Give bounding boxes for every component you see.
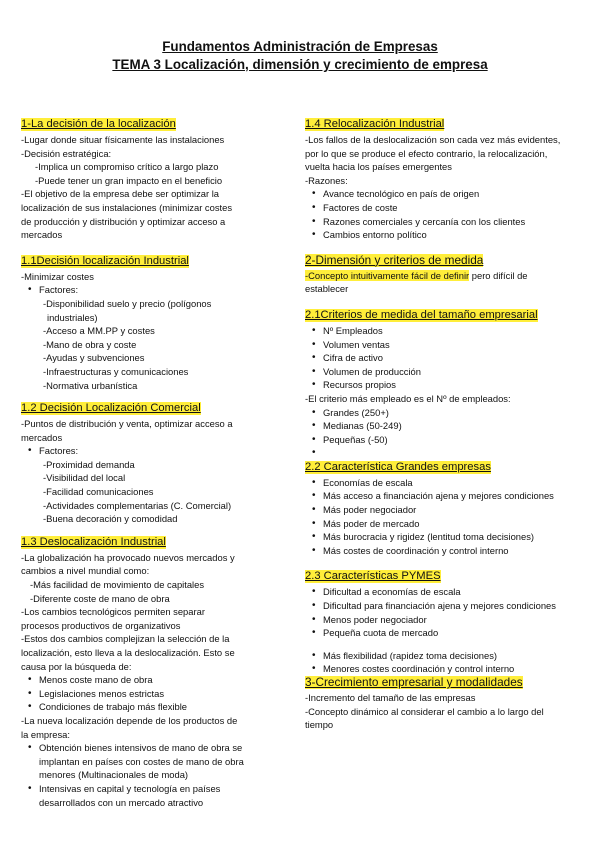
document-subtitle: TEMA 3 Localización, dimensión y crecimiento de empresa bbox=[112, 57, 488, 72]
list-item: • Razones comerciales y cercanía con los clientes bbox=[323, 215, 581, 229]
text-line: -Normativa urbanística bbox=[43, 379, 138, 391]
text-line: -La nueva localización depende de los productos de bbox=[21, 714, 238, 726]
text-line: -Implica un compromiso crítico a largo plazo bbox=[35, 161, 219, 173]
text-line: -El criterio más empleado es el Nº de empleados: bbox=[305, 392, 511, 404]
text-line: • Intensivas en capital y tecnología en países bbox=[39, 782, 221, 794]
content-columns bbox=[21, 117, 581, 809]
list-item: • Volumen de producción bbox=[323, 365, 581, 379]
bullet-list bbox=[305, 324, 581, 392]
list-item: • Volumen ventas bbox=[323, 338, 581, 352]
text-line: localización de sus instalaciones (minimizar costes bbox=[21, 201, 233, 213]
list-item: • Grandes (250+) bbox=[323, 406, 581, 420]
list-item: • Dificultad a economías de escala bbox=[323, 585, 581, 599]
section-title: 2-Dimensión y criterios de medida bbox=[305, 252, 484, 267]
list-item: • Más poder negociador bbox=[323, 503, 581, 517]
text-line bbox=[305, 269, 581, 283]
factores-list bbox=[21, 444, 277, 458]
section-1-4-relocalizacion bbox=[305, 117, 581, 242]
text-line: -Acceso a MM.PP y costes bbox=[43, 325, 155, 337]
list-item: • Más costes de coordinación y control interno bbox=[323, 544, 581, 558]
text-line: la empresa: bbox=[21, 728, 70, 740]
list-item: • Dificultad para financiación ajena y mejores condiciones bbox=[323, 599, 581, 613]
text-line: desarrollados con un mercado atractivo bbox=[39, 796, 204, 808]
text-line: -Infraestructuras y comunicaciones bbox=[43, 365, 189, 377]
text-line: mercados bbox=[21, 229, 63, 241]
list-item: • Factores: bbox=[39, 444, 277, 458]
highlighted-text: -Concepto intuitivamente fácil de definir bbox=[305, 269, 470, 281]
text-line: mercados bbox=[21, 431, 63, 443]
section-title: 1.1Decisión localización Industrial bbox=[21, 254, 189, 267]
section-3-crecimiento bbox=[305, 676, 581, 732]
list-item: • Cifra de activo bbox=[323, 351, 581, 365]
text-line: -Ayudas y subvenciones bbox=[43, 352, 145, 364]
list-item: • Medianas (50-249) bbox=[323, 419, 581, 433]
text-line: procesos productivos de organizativos bbox=[21, 619, 181, 631]
section-title: 1.3 Deslocalización Industrial bbox=[21, 535, 166, 548]
list-item: • Economías de escala bbox=[323, 476, 581, 490]
section-1-localizacion bbox=[21, 117, 277, 242]
list-item: • Más poder de mercado bbox=[323, 517, 581, 531]
text-line: implantan en países con costes de mano de obra bbox=[39, 755, 244, 767]
bullet-list bbox=[305, 406, 581, 460]
list-item-empty bbox=[323, 446, 581, 460]
text-line: -Estos dos cambios complejizan la selección de la bbox=[21, 633, 230, 645]
bullet-list bbox=[305, 476, 581, 558]
text-line: vuelta hacia los países emergentes bbox=[305, 161, 452, 173]
text-line: de producción y distribución y optimizar acceso a bbox=[21, 215, 226, 227]
text-line: -Visibilidad del local bbox=[43, 472, 126, 484]
text-line: -Los fallos de la deslocalización son cada vez más evidentes, bbox=[305, 134, 561, 145]
section-title: 1.2 Decisión Localización Comercial bbox=[21, 402, 201, 415]
list-item: • Pequeña cuota de mercado bbox=[323, 626, 581, 640]
list-item bbox=[39, 782, 277, 809]
section-title: 2.1Criterios de medida del tamaño empresarial bbox=[305, 308, 538, 321]
text-line: -La globalización ha provocado nuevos mercados y bbox=[21, 551, 235, 563]
text-line: -Puede tener un gran impacto en el beneficio bbox=[35, 174, 223, 186]
text-line: localización, esto lleva a la deslocalización. Esto se bbox=[21, 647, 235, 658]
list-item: • Menos coste mano de obra bbox=[39, 673, 277, 687]
list-item: • Más flexibilidad (rapidez toma decisiones) bbox=[323, 649, 581, 663]
text-line: cambios a nivel mundial como: bbox=[21, 565, 150, 577]
section-title: 3-Crecimiento empresarial y modalidades bbox=[305, 675, 523, 689]
text-line: establecer bbox=[305, 283, 349, 295]
section-2-3-pymes bbox=[305, 569, 581, 676]
text-line: -Más facilidad de movimiento de capitales bbox=[30, 579, 205, 591]
right-column bbox=[305, 117, 581, 809]
section-2-dimension bbox=[305, 254, 581, 296]
section-1-1-industrial bbox=[21, 254, 277, 392]
list-item: • Cambios entorno político bbox=[323, 228, 581, 242]
bullet-list bbox=[305, 585, 581, 639]
text-line: -Puntos de distribución y venta, optimizar acceso a bbox=[21, 418, 233, 430]
list-item: • Menores costes coordinación y control interno bbox=[323, 662, 581, 676]
text-line: causa por la búsqueda de: bbox=[21, 660, 132, 672]
bullet-list bbox=[305, 187, 581, 241]
text-line: -Mano de obra y coste bbox=[43, 338, 137, 350]
text-line: -Minimizar costes bbox=[21, 270, 94, 282]
list-item: • Legislaciones menos estrictas bbox=[39, 687, 277, 701]
list-item: • Más acceso a financiación ajena y mejores condiciones bbox=[323, 489, 581, 503]
text-line: -El objetivo de la empresa debe ser optimizar la bbox=[21, 188, 220, 200]
text-line: -Incremento del tamaño de las empresas bbox=[305, 692, 476, 703]
bullet-list bbox=[21, 673, 277, 714]
text-line: tiempo bbox=[305, 719, 334, 731]
document-header bbox=[0, 0, 600, 74]
text-line: -Proximidad demanda bbox=[43, 458, 135, 470]
section-title: 2.3 Características PYMES bbox=[305, 570, 441, 583]
list-item: • Nº Empleados bbox=[323, 324, 581, 338]
list-item bbox=[39, 741, 277, 782]
text-line: • Obtención bienes intensivos de mano de obra se bbox=[39, 742, 243, 754]
list-item: • Avance tecnológico en país de origen bbox=[323, 187, 581, 201]
bullet-list bbox=[21, 741, 277, 809]
factores-list bbox=[21, 283, 277, 297]
list-item: • Factores de coste bbox=[323, 201, 581, 215]
section-title: 1.4 Relocalización Industrial bbox=[305, 118, 445, 130]
text-line: -Buena decoración y comodidad bbox=[43, 513, 178, 525]
text-line: por lo que se produce el efecto contrario, la relocalización, bbox=[305, 147, 548, 159]
list-item: • Pequeñas (-50) bbox=[323, 433, 581, 447]
section-title: 1-La decisión de la localización bbox=[21, 118, 176, 130]
section-title: 2.2 Característica Grandes empresas bbox=[305, 460, 491, 473]
text-line: industriales) bbox=[47, 311, 98, 323]
text-line: -Razones: bbox=[305, 174, 348, 186]
list-item: • Condiciones de trabajo más flexible bbox=[39, 700, 277, 714]
list-item: • Más burocracia y rigidez (lentitud toma decisiones) bbox=[323, 530, 581, 544]
left-column bbox=[21, 117, 277, 809]
text-fragment: pero difícil de bbox=[469, 269, 528, 281]
section-2-2-grandes bbox=[305, 460, 581, 558]
list-item: • Factores: bbox=[39, 283, 277, 297]
section-1-2-comercial bbox=[21, 401, 277, 526]
text-line: -Los cambios tecnológicos permiten separar bbox=[21, 606, 205, 618]
text-line: -Diferente coste de mano de obra bbox=[30, 592, 170, 604]
text-line: -Disponibilidad suelo y precio (polígonos bbox=[43, 297, 212, 309]
list-item: • Menos poder negociador bbox=[323, 613, 581, 627]
list-item: • Recursos propios bbox=[323, 378, 581, 392]
text-line: -Concepto dinámico al considerar el cambio a lo largo del bbox=[305, 705, 544, 717]
bullet-list bbox=[305, 649, 581, 676]
text-line: -Facilidad comunicaciones bbox=[43, 486, 154, 498]
document-title: Fundamentos Administración de Empresas bbox=[162, 39, 438, 54]
text-line: -Actividades complementarias (C. Comercial) bbox=[43, 499, 232, 511]
section-2-1-criterios bbox=[305, 308, 581, 460]
text-line: -Decisión estratégica: bbox=[21, 147, 112, 159]
text-line: -Lugar donde situar físicamente las instalaciones bbox=[21, 134, 225, 145]
section-1-3-deslocalizacion bbox=[21, 535, 277, 809]
text-line: menores (Multinacionales de moda) bbox=[39, 769, 189, 781]
